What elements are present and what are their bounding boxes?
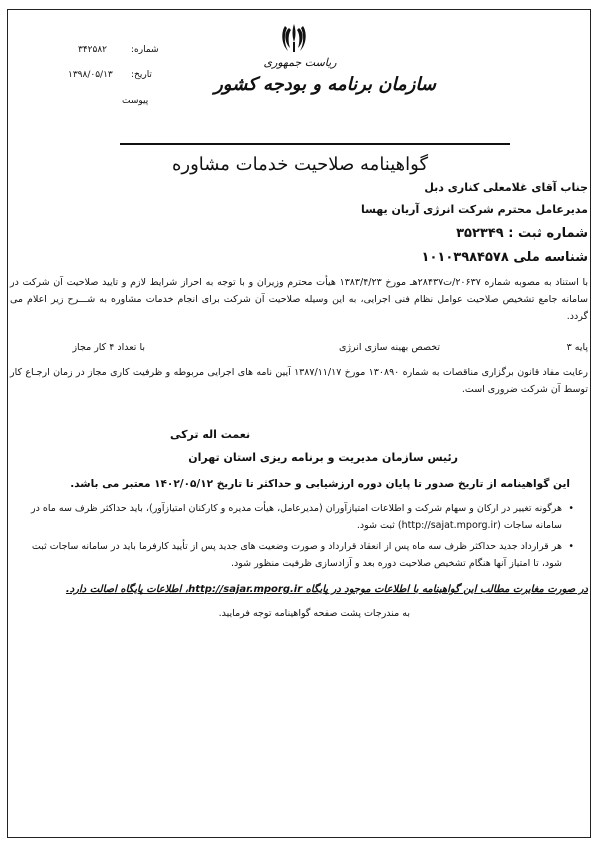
number-value: ۳۴۲۵۸۲ (78, 45, 108, 55)
recipient-position: مدیرعامل محترم شرکت انرژی آریان یهسا (360, 203, 588, 216)
registration-number: شماره ثبت : ۳۵۲۳۴۹ (456, 226, 588, 241)
conditions-list (14, 500, 574, 576)
list-item: • هرگونه تغییر در ارکان و سهام شرکت و اطلاعات امتیازآوران (مدیرعامل، هیأت مدیره و کارکنان امتیازآور)، باید حداکثر ظرف سه ماه در سامانه ساجات (http://sajat.mporg.ir) ثبت شود. (14, 500, 574, 534)
date-value: ۱۳۹۸/۰۵/۱۳ (68, 70, 113, 80)
work-count-label: با تعداد ۴ کار مجاز (72, 342, 145, 353)
national-id: شناسه ملی ۱۰۱۰۳۹۸۴۵۷۸ (421, 250, 588, 265)
iran-emblem-icon (280, 22, 308, 54)
divider (120, 143, 510, 145)
org-main: سازمان برنامه و بودجه کشور (214, 74, 436, 95)
list-item: • هر قرارداد جدید حداکثر ظرف سه ماه پس از انعقاد قرارداد و صورت وضعیت های جدید پس از تأیید کارفرما باید در سامانه ساجات ثبت شود، تا امتیاز آنها هنگام تشخیص صلاحیت دوره بعد و آزادسازی ظرفیت منظور شود. (14, 538, 574, 572)
validity-statement: این گواهینامه از تاریخ صدور تا پایان دوره ارزشیابی و حداکثر تا تاریخ ۱۴۰۲/۰۵/۱۲ معتبر می باشد. (70, 478, 570, 490)
authenticity-notice: در صورت مغایرت مطالب این گواهینامه با اطلاعات موجود در پایگاه http://sajar.mporg.ir، اطلاعات پایگاه اصالت دارد. (65, 584, 588, 595)
signatory-name: نعمت اله ترکی (170, 428, 251, 441)
page-border (7, 9, 591, 838)
specialty-label: تخصص بهینه سازی انرژی (339, 342, 440, 353)
recipient-name: جناب آقای غلامعلی کناری دبل (424, 181, 588, 194)
number-label: شماره: (131, 45, 159, 55)
body-paragraph-1: با استناد به مصوبه شماره ۲۰۶۳۷/ت۲۸۴۳۷هـ مورخ ۱۳۸۳/۴/۲۳ هیأت محترم وزیران و با توجه به احراز شرایط لازم و تایید صلاحیت آن شرکت در سامانه جامع تشخیص صلاحیت عوامل نظام فنی اجرایی، به این وسیله صلاحیت آن شرکت برای انجام خدمات مشاوره به شـــرح زیر اعلام می گردد. (10, 277, 588, 322)
grade-label: پایه ۳ (566, 342, 588, 353)
date-label: تاریخ: (131, 70, 152, 80)
back-page-note: به مندرجات پشت صفحه گواهینامه توجه فرمایید. (218, 608, 410, 619)
certificate-title: گواهینامه صلاحیت خدمات مشاوره (171, 154, 429, 175)
org-top: ریاست جمهوری (263, 56, 337, 69)
signatory-position: رئیس سازمان مدیریت و برنامه ریزی استان تهران (188, 451, 458, 464)
body-paragraph-2: رعایت مفاد قانون برگزاری مناقصات به شماره ۱۳۰۸۹۰ مورخ ۱۳۸۷/۱۱/۱۷ آیین نامه های اجرایی مربوطه و ظرفیت کاری مجاز در زمان ارجـاع کار توسط آن شرکت ضروری است. (10, 367, 588, 395)
attachment-label: پیوست (122, 96, 149, 106)
